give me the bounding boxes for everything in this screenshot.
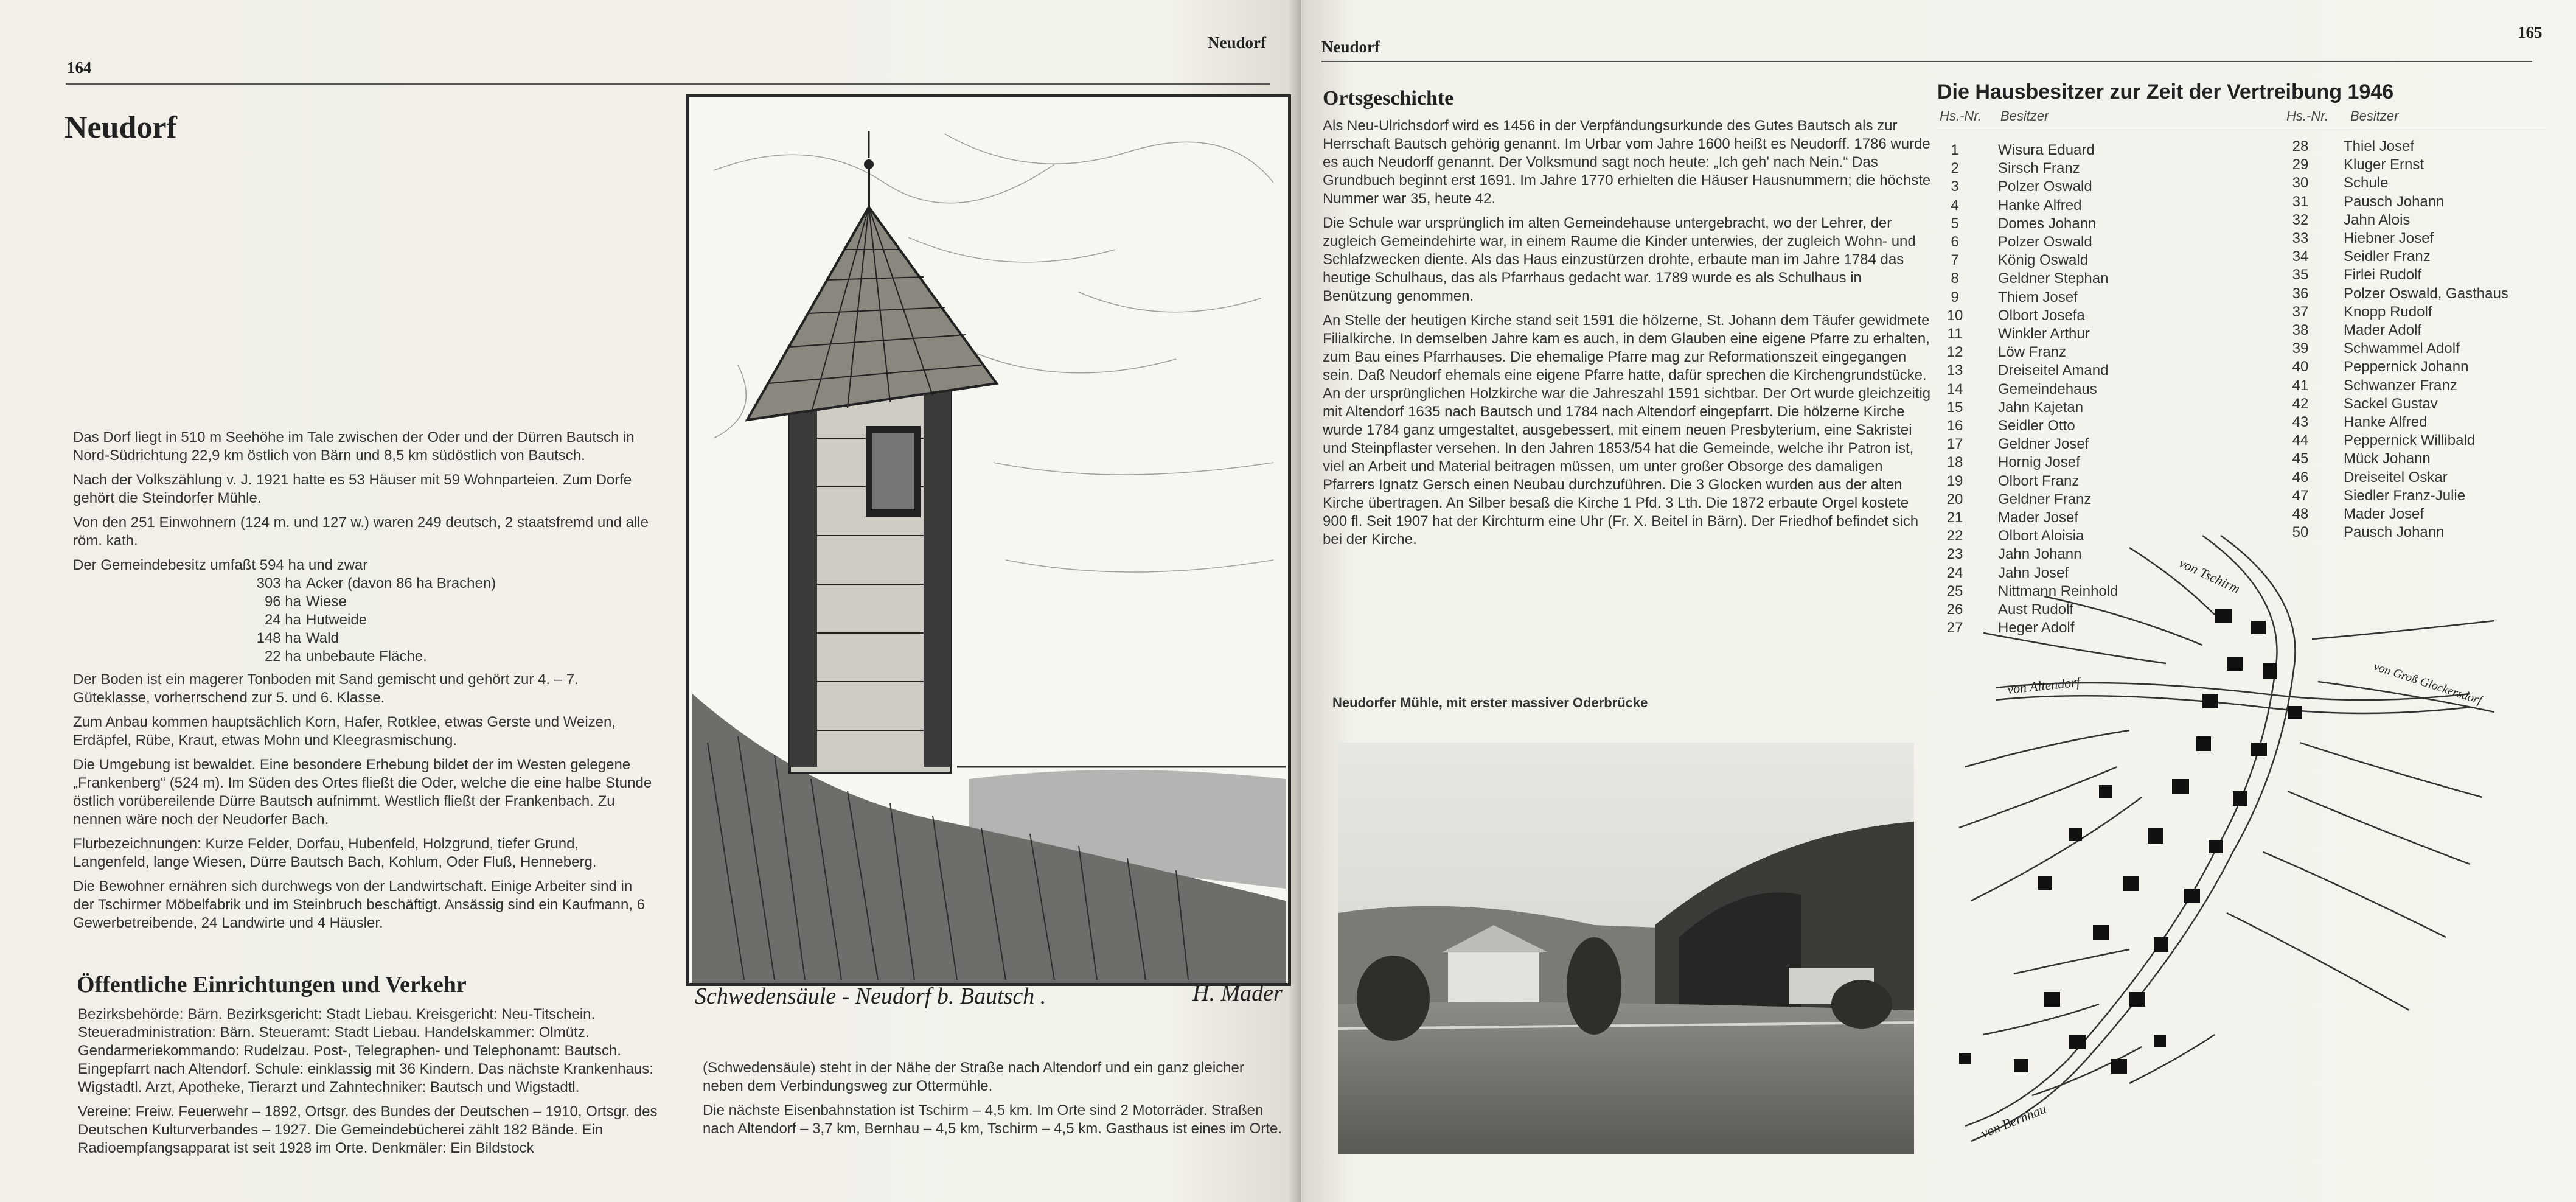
land-use-table — [73, 575, 496, 666]
owners-list-right — [2279, 138, 2508, 542]
mill-photo — [1338, 743, 1914, 1154]
owner-name: Pausch Johann — [2344, 193, 2445, 210]
village-map — [1947, 511, 2543, 1144]
house-number: 14 — [1946, 380, 1963, 397]
header-rule — [1321, 61, 2532, 62]
section-heading: Öffentliche Einrichtungen und Verkehr — [77, 972, 467, 998]
owner-name: Olbort Josefa — [1998, 307, 2085, 324]
owner-name: Olbort Aloisia — [1998, 528, 2084, 545]
house-number: 42 — [2292, 395, 2309, 412]
paragraph: Von den 251 Einwohnern (124 m. und 127 w.) waren 249 deutsch, 2 staatsfremd und alle röm. kath. — [73, 514, 649, 549]
house-number: 3 — [1951, 178, 1959, 195]
house-number: 7 — [1951, 252, 1959, 269]
owner-name: Mück Johann — [2344, 450, 2431, 467]
house-number: 18 — [1946, 454, 1963, 471]
owner-name: Hanke Alfred — [2344, 414, 2428, 431]
table-row — [2279, 358, 2508, 376]
owner-name: Hornig Josef — [1998, 454, 2080, 471]
table-row — [2279, 395, 2508, 413]
running-head: Neudorf — [1208, 33, 1266, 52]
house-number: 41 — [2292, 377, 2309, 394]
house-number: 4 — [1951, 197, 1959, 214]
house-number: 23 — [1946, 546, 1963, 563]
owner-name: Geldner Franz — [1998, 491, 2092, 508]
map-label-bernhau: von Bernhau — [1979, 1101, 2049, 1141]
table-row: 24 ha Hutweide — [264, 612, 367, 628]
house-number: 27 — [1946, 620, 1963, 637]
house-number: 9 — [1951, 288, 1959, 306]
table-row — [2279, 174, 2508, 192]
owner-name: Nittmann Reinhold — [1998, 582, 2118, 599]
table-row — [1934, 362, 2118, 380]
house-number: 48 — [2292, 506, 2309, 523]
paragraph: Die Schule war ursprünglich im alten Gemeindehause untergebracht, wo der Lehrer, der zugleich Gemeindehirte war, in einem Raume die Kinder unterwies, der zugleich Wohn- und Schlafzwecken diente. Als das Haus einzustürzen drohte, erbaute man im Jahre 1784 das heutige Schulhaus, das als Pfarrhaus gedacht war. 1789 wurde es als Schulhaus in Benützung genommen. — [1323, 215, 1916, 304]
owner-name: Thiem Josef — [1998, 288, 2078, 306]
table-row — [2279, 340, 2508, 358]
house-number: 6 — [1951, 234, 1959, 251]
house-number: 17 — [1946, 436, 1963, 453]
owner-name: Jahn Alois — [2344, 211, 2411, 228]
schwedensaeule-drawing — [689, 97, 1288, 983]
history-heading: Ortsgeschichte — [1323, 87, 1454, 110]
table-row — [1934, 343, 2118, 362]
owner-name: Firlei Rudolf — [2344, 267, 2422, 284]
owner-name: Wisura Eduard — [1998, 142, 2095, 158]
page-title: Neudorf — [64, 110, 177, 145]
mill-photo-image — [1338, 743, 1914, 1154]
house-number: 19 — [1946, 472, 1963, 489]
house-number: 22 — [1946, 528, 1963, 545]
house-number: 50 — [2292, 524, 2309, 541]
paragraph: An Stelle der heutigen Kirche stand seit 1591 die hölzerne, St. Johann dem Täufer gewidmete Filialkirche. In demselben Jahre kam es auch, in dem Glauben eine eigene Pfarre zu erhalten, zum Bau eines Pfarrhauses. Die ehemalige Pfarre mag zur Reformationszeit eingegangen sein. Daß Neudorf ehemals eine eigene Pfarre hatte, dafür sprechen die Kirchengrundstücke. An der ursprünglichen Holzkirche war die Jahreszahl 1591 sichtbar. Der Ort wurde gleichzeitig mit Altendorf 1635 nach Bautsch und 1784 nach Altendorf eingepfarrt. Die hölzerne Kirche wurde 1784 ganz umgestaltet, ausgebessert, mit einem neuen Presbyterium, eine Sakristei und Steinpflaster versehen. In den Jahren 1853/54 hat die Gemeinde, welche ihr Patron ist, viel an Arbeit und Material beitragen müssen, um unter großer Obsorge des damaligen Pfarrers Ignatz Gersch einen Neubau durchzuführen. Die 3 Glocken wurden aus der alten Kirche übertragen. An Silber besaß die Kirche 1 Pfd. 3 Lth. Die 1872 erbaute Orgel kostete 900 fl. Seit 1907 hat der Kirchturm eine Uhr (Fr. X. Beitel in Bärn). Der Friedhof befindet sich bei der Kirche. — [1323, 312, 1931, 548]
house-number: 33 — [2292, 230, 2309, 247]
history-text — [1323, 117, 1931, 555]
owner-name: Löw Franz — [1998, 344, 2067, 361]
map-label-altendorf: von Altendorf — [2006, 674, 2081, 697]
paragraph: Der Boden ist ein magerer Tonboden mit Sand gemischt und gehört zur 4. – 7. Güteklasse, vorherrschend zur 5. und 6. Klasse. — [73, 671, 579, 706]
owner-name: Peppernick Johann — [2344, 358, 2469, 376]
column-header-owner: Besitzer — [2350, 108, 2399, 124]
page-number: 164 — [67, 58, 92, 77]
paragraph: Die Umgebung ist bewaldet. Eine besondere Erhebung bildet der im Westen gelegene „Frankenberg“ (524 m). Im Süden des Ortes fließt die Oder, welche die eine halbe Stunde östlich vorübereilende Dürre Bautsch aufnimmt. Westlich fließt der Frankenbach. Zu nennen wäre noch der Neudorfer Bach. — [73, 756, 652, 828]
owner-name: Schwanzer Franz — [2344, 377, 2457, 394]
paragraph: Vereine: Freiw. Feuerwehr – 1892, Ortsgr. des Bundes der Deutschen – 1910, Ortsgr. des Deutschen Kulturverbandes – 1927. Die Gemeindebücherei zählt 182 Bände. Ein Radioempfangsapparat ist seit 1928 im Orte. Denkmäler: Ein Bildstock — [78, 1103, 658, 1156]
owner-name: Jahn Kajetan — [1998, 399, 2084, 416]
paragraph: Der Gemeindebesitz umfaßt 594 ha und zwar — [73, 557, 368, 573]
owner-name: Schwammel Adolf — [2344, 340, 2460, 357]
house-number: 29 — [2292, 156, 2309, 173]
house-number: 36 — [2292, 285, 2309, 302]
owner-name: Siedler Franz-Julie — [2344, 487, 2466, 504]
owner-name: Polzer Oswald, Gasthaus — [2344, 285, 2508, 302]
owner-name: Peppernick Willibald — [2344, 432, 2476, 449]
house-number: 16 — [1946, 418, 1963, 435]
owner-name: Winkler Arthur — [1998, 326, 2090, 343]
table-row — [1934, 197, 2118, 215]
table-row — [2279, 211, 2508, 229]
house-number: 43 — [2292, 414, 2309, 431]
house-number: 24 — [1946, 564, 1963, 581]
photo-caption: Neudorfer Mühle, mit erster massiver Oderbrücke — [1332, 695, 1648, 710]
paragraph: Zum Anbau kommen hauptsächlich Korn, Hafer, Rotklee, etwas Gerste und Weizen, Erdäpfel, Rübe, Kraut, etwas Mohn und Kleegrasmischung. — [73, 714, 616, 749]
owner-name: Thiel Josef — [2344, 138, 2415, 155]
table-row — [1934, 399, 2118, 417]
owner-name: Domes Johann — [1998, 215, 2097, 232]
owner-name: Dreiseitel Amand — [1998, 362, 2109, 379]
owner-name: Seidler Franz — [2344, 248, 2431, 265]
table-row — [1934, 251, 2118, 270]
table-row: 303 ha Acker (davon 86 ha Brachen) — [256, 575, 496, 592]
table-row — [2279, 413, 2508, 432]
house-number: 30 — [2292, 175, 2309, 192]
table-row — [1934, 141, 2118, 159]
paragraph: Bezirksbehörde: Bärn. Bezirksgericht: Stadt Liebau. Kreisgericht: Neu-Titschein. Steueradministration: Bärn. Steueramt: Stadt Liebau. Handelskammer: Olmütz. Gendarmeriekommando: Rudelzau. Post-, Telegraphen- und Telephonamt: Bautsch. Eingepfarrt nach Altendorf. Schule: einklassig mit 36 Kindern. Das nächste Krankenhaus: Wigstadtl. Arzt, Apotheke, Tierarzt und Zahntechniker: Bautsch und Wigstadtl. — [78, 1006, 653, 1095]
table-row — [1934, 491, 2118, 509]
house-number: 40 — [2292, 358, 2309, 376]
house-number: 5 — [1951, 215, 1959, 232]
paragraph: Flurbezeichnungen: Kurze Felder, Dorfau, Hubenfeld, Holzgrund, tiefer Grund, Langenfeld, lange Wiesen, Dürre Bautsch Bach, Kohlum, Oder Fluß, Henneberg. — [73, 836, 597, 870]
paragraph: (Schwedensäule) steht in der Nähe der Straße nach Altendorf und ein ganz gleicher neben dem Verbindungsweg zur Ottermühle. — [703, 1060, 1244, 1094]
owner-name: Mader Josef — [2344, 506, 2425, 523]
map-label-tschirm: von Tschirm — [2176, 554, 2243, 596]
house-number: 26 — [1946, 601, 1963, 618]
owner-name: Olbort Franz — [1998, 472, 2080, 489]
table-row — [1934, 472, 2118, 491]
owner-name: Dreiseitel Oskar — [2344, 469, 2448, 486]
table-row — [2279, 229, 2508, 248]
running-head: Neudorf — [1321, 38, 1380, 56]
house-number: 10 — [1946, 307, 1963, 324]
house-number: 25 — [1946, 582, 1963, 599]
house-number: 47 — [2292, 487, 2309, 504]
table-row — [1934, 307, 2118, 325]
table-row — [2279, 303, 2508, 321]
house-number: 38 — [2292, 322, 2309, 339]
owner-name: König Oswald — [1998, 252, 2089, 269]
continued-text — [703, 1059, 1287, 1144]
table-row — [1934, 270, 2118, 288]
paragraph: Das Dorf liegt in 510 m Seehöhe im Tale zwischen der Oder und der Dürren Bautsch in Nord-Südrichtung 22,9 km östlich von Bärn und 8,5 km südöstlich von Bautsch. — [73, 429, 635, 464]
owner-name: Kluger Ernst — [2344, 156, 2425, 173]
house-number: 35 — [2292, 267, 2309, 284]
house-number: 44 — [2292, 432, 2309, 449]
page-number: 165 — [2518, 23, 2543, 41]
house-number: 13 — [1946, 362, 1963, 379]
house-number: 2 — [1951, 160, 1959, 177]
table-row — [1934, 159, 2118, 178]
house-number: 32 — [2292, 211, 2309, 228]
paragraph: Nach der Volkszählung v. J. 1921 hatte es 53 Häuser mit 59 Wohnparteien. Zum Dorfe gehört die Steindorfer Mühle. — [73, 472, 632, 506]
table-row — [2279, 469, 2508, 487]
owner-name: Mader Josef — [1998, 509, 2079, 526]
paragraph: Die Bewohner ernähren sich durchwegs von der Landwirtschaft. Einige Arbeiter sind in der Tschirmer Möbelfabrik und im Steinbruch beschäftigt. Ansässig sind ein Kaufmann, 6 Gewerbetreibende, 24 Landwirte und 4 Häusler. — [73, 878, 646, 931]
table-row — [2279, 450, 2508, 468]
house-number: 8 — [1951, 270, 1959, 287]
house-number: 12 — [1946, 344, 1963, 361]
village-map-drawing — [1947, 511, 2543, 1144]
owner-name: Polzer Oswald — [1998, 234, 2092, 251]
table-row — [2279, 266, 2508, 284]
owners-heading: Die Hausbesitzer zur Zeit der Vertreibung 1946 — [1937, 80, 2394, 103]
column-header-nr: Hs.-Nr. — [1940, 108, 1982, 124]
house-number: 15 — [1946, 399, 1963, 416]
house-number: 1 — [1951, 142, 1959, 158]
house-number: 46 — [2292, 469, 2309, 486]
illustration-caption: Schwedensäule - Neudorf b. Bautsch . — [695, 984, 1046, 1009]
house-number: 34 — [2292, 248, 2309, 265]
table-row: 96 ha Wiese — [264, 593, 347, 610]
owner-name: Seidler Otto — [1998, 418, 2075, 435]
owner-name: Mader Adolf — [2344, 322, 2422, 339]
house-number: 21 — [1946, 509, 1963, 526]
owner-name: Sirsch Franz — [1998, 160, 2080, 177]
table-row — [1934, 215, 2118, 233]
owner-name: Pausch Johann — [2344, 524, 2445, 541]
house-number: 28 — [2292, 138, 2309, 155]
table-row — [1934, 380, 2118, 399]
house-number: 45 — [2292, 450, 2309, 467]
owner-name: Knopp Rudolf — [2344, 303, 2432, 320]
owner-name: Hiebner Josef — [2344, 230, 2434, 247]
table-row — [1934, 233, 2118, 251]
table-row — [2279, 138, 2508, 156]
table-row — [2279, 193, 2508, 211]
owner-name: Geldner Stephan — [1998, 270, 2109, 287]
owner-name: Sackel Gustav — [2344, 395, 2438, 412]
tower-illustration — [686, 94, 1291, 986]
column-header-nr: Hs.-Nr. — [2286, 108, 2328, 124]
table-row — [1934, 453, 2118, 472]
house-number: 20 — [1946, 491, 1963, 508]
paragraph: Als Neu-Ulrichsdorf wird es 1456 in der Verpfändungsurkunde des Gutes Bautsch als zur Herrschaft Bautsch gehörig genannt. Im Urbar vom Jahre 1600 heißt es Neudorff. 1786 wurde es auch Neudorff genannt. Der Volksmund sagt noch heute: „Ich geh' nach Nein.“ Das Grundbuch beginnt erst 1691. Im Jahre 1770 erhielten die Häuser Hausnummern; die höchste Nummer war 35, heute 42. — [1323, 117, 1931, 207]
owner-name: Jahn Josef — [1998, 564, 2069, 581]
paragraph: Die nächste Eisenbahnstation ist Tschirm – 4,5 km. Im Orte sind 2 Motorräder. Straßen nach Altendorf – 3,7 km, Bernhau – 4,5 km, Tschirm – 4,5 km. Gasthaus ist eines im Orte. — [703, 1102, 1282, 1137]
illustration-signature: H. Mader — [1192, 980, 1283, 1006]
header-rule — [66, 83, 1270, 85]
table-row — [2279, 248, 2508, 266]
owner-name: Heger Adolf — [1998, 620, 2075, 637]
owner-name: Geldner Josef — [1998, 436, 2089, 453]
owner-name: Aust Rudolf — [1998, 601, 2074, 618]
owner-name: Gemeindehaus — [1998, 380, 2097, 397]
table-row — [1934, 325, 2118, 343]
section-text — [78, 1005, 662, 1164]
owner-name: Hanke Alfred — [1998, 197, 2082, 214]
table-row — [2279, 156, 2508, 174]
table-row — [2279, 487, 2508, 505]
table-row — [1934, 288, 2118, 307]
owner-name: Polzer Oswald — [1998, 178, 2092, 195]
house-number: 11 — [1947, 326, 1963, 343]
owner-name: Schule — [2344, 175, 2389, 192]
house-number: 31 — [2292, 193, 2309, 210]
table-row: 22 ha unbebaute Fläche. — [264, 648, 427, 665]
house-number: 39 — [2292, 340, 2309, 357]
column-header-owner: Besitzer — [2000, 108, 2049, 124]
owner-name: Jahn Johann — [1998, 546, 2082, 563]
table-row — [1934, 178, 2118, 196]
table-row — [1934, 417, 2118, 435]
table-row — [2279, 432, 2508, 450]
table-row: 148 ha Wald — [256, 630, 339, 646]
table-row — [1934, 435, 2118, 453]
table-row — [2279, 321, 2508, 340]
map-label-gross-glockersdorf: von Groß Glockersdorf — [2372, 659, 2484, 708]
intro-text — [73, 428, 657, 938]
table-row — [2279, 285, 2508, 303]
house-number: 37 — [2292, 303, 2309, 320]
table-row — [2279, 377, 2508, 395]
